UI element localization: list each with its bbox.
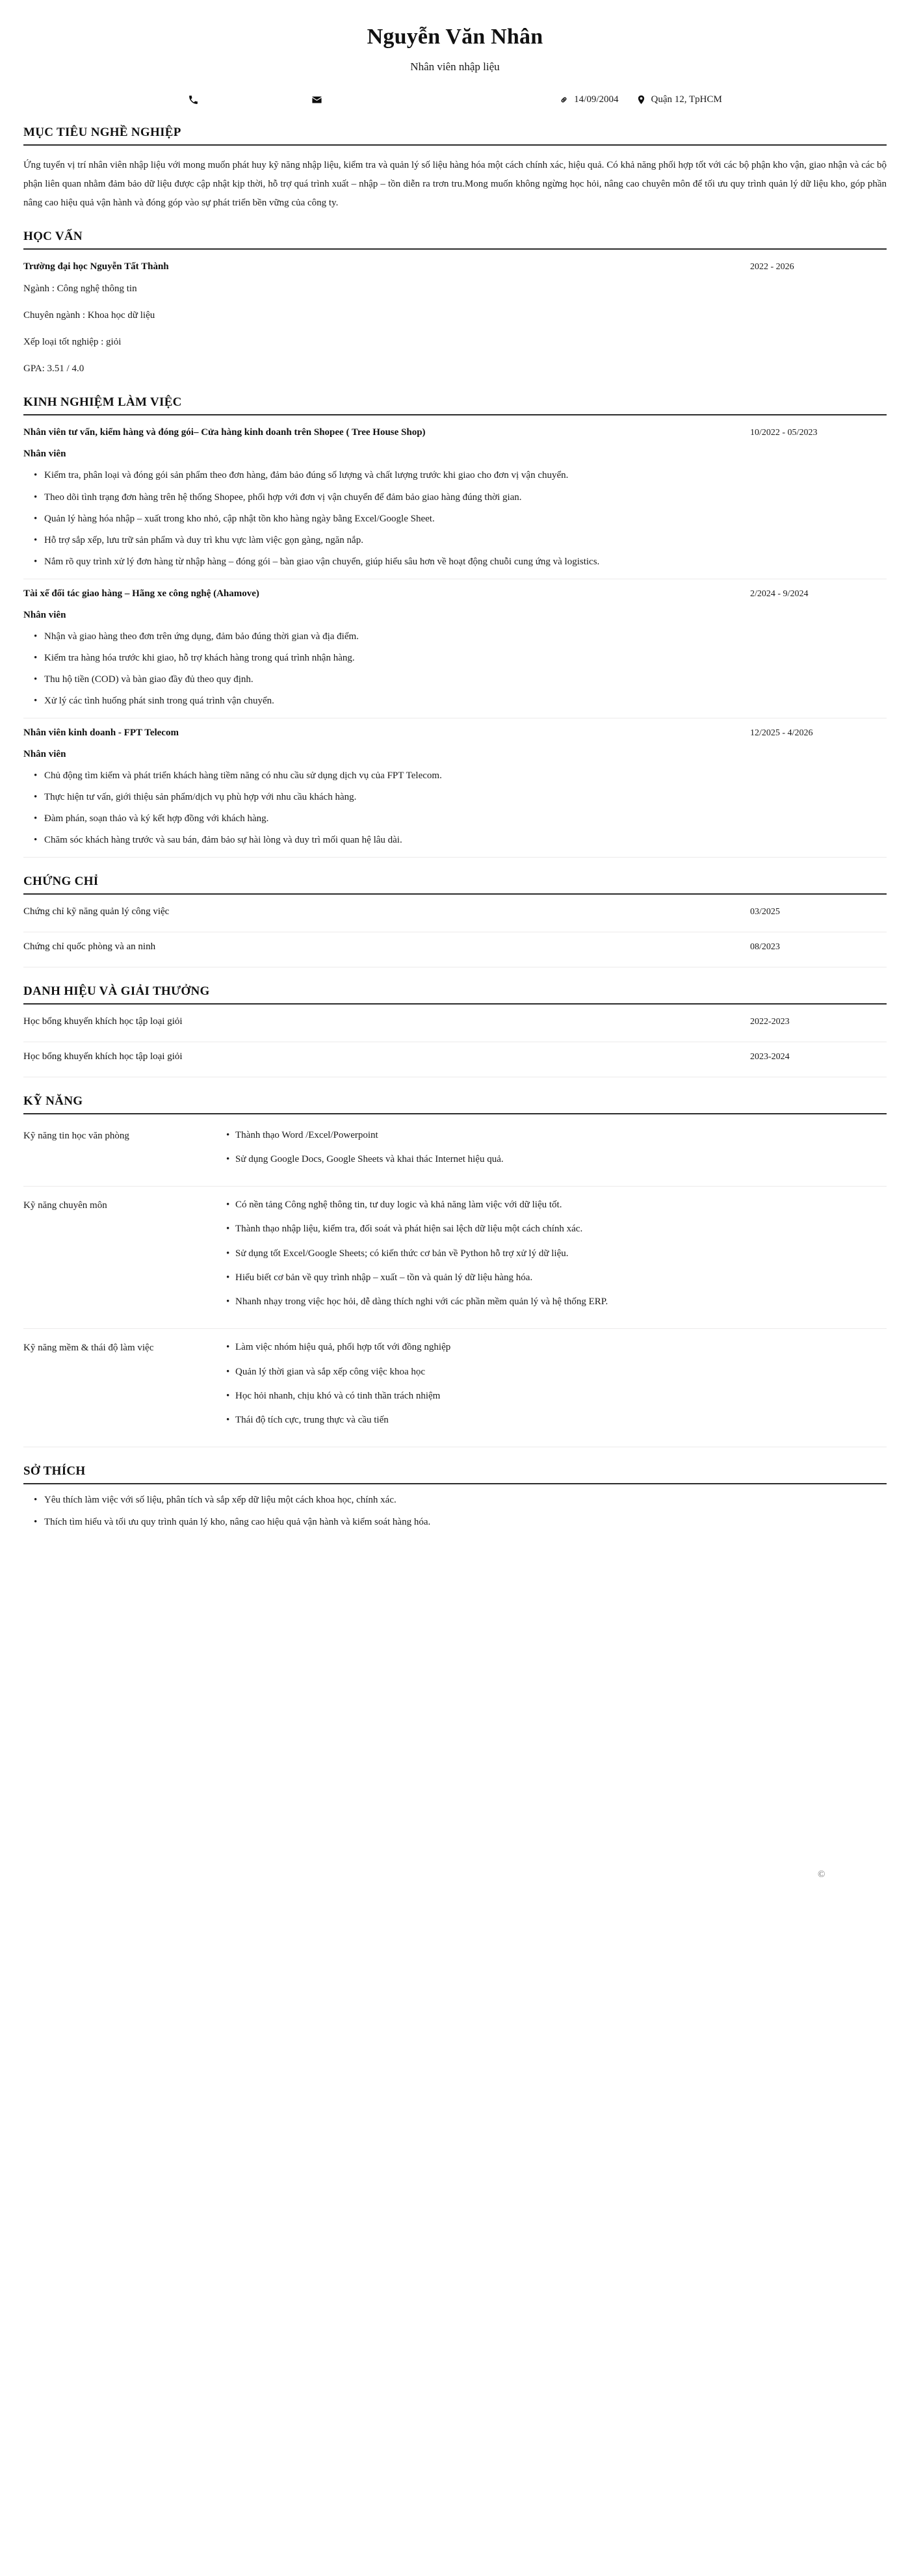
job-title: Nhân viên kinh doanh - FPT Telecom (23, 727, 179, 738)
contact-dob[interactable] (558, 94, 618, 105)
skill-bullet: • Học hỏi nhanh, chịu khó và có tinh thần trách nhiệm (226, 1387, 887, 1406)
certificate-name: Chứng chỉ kỹ năng quản lý công việc (23, 906, 170, 917)
education-entry (23, 252, 887, 378)
section-title-education: HỌC VẤN (23, 230, 83, 244)
resume-header (23, 16, 887, 109)
skill-group-label: Kỹ năng mềm & thái độ làm việc (23, 1343, 154, 1354)
skill-group-items (226, 1338, 887, 1435)
education-gpa: GPA: 3.51 / 4.0 (23, 363, 84, 374)
job-bullet: • Nhận và giao hàng theo đơn trên ứng dụng, đảm bảo đúng thời gian và địa điểm. (34, 627, 887, 646)
skill-bullet: • Hiểu biết cơ bản về quy trình nhập – xuất – tồn và quản lý dữ liệu hàng hóa. (226, 1268, 887, 1287)
section-title-experience: KINH NGHIỆM LÀM VIỆC (23, 395, 182, 410)
job-role: Nhân viên (23, 609, 66, 620)
job-bullet: • Chủ động tìm kiếm và phát triển khách hàng tiềm năng có nhu cầu sử dụng dịch vụ của FPT Telecom. (34, 767, 887, 785)
skill-group-label: Kỹ năng chuyên môn (23, 1200, 107, 1211)
job-bullet: • Kiểm tra hàng hóa trước khi giao, hỗ trợ khách hàng trong quá trình nhận hàng. (34, 649, 887, 668)
job-role: Nhân viên (23, 449, 66, 460)
award-date: 2023-2024 (750, 1051, 790, 1062)
job-bullet: • Nắm rõ quy trình xử lý đơn hàng từ nhập hàng – đóng gói – bàn giao vận chuyển, giúp hiểu sâu hơn về hoạt động chuỗi cung ứng và logistics. (34, 553, 887, 572)
experience-entry (23, 718, 887, 858)
phone-icon (188, 94, 199, 105)
skill-bullet: • Sử dụng tốt Excel/Google Sheets; có kiến thức cơ bản về Python hỗ trợ xử lý dữ liệu. (226, 1244, 887, 1263)
contact-dob-value: 14/09/2004 (574, 94, 619, 105)
job-title: Tài xế đối tác giao hàng – Hãng xe công nghệ (Ahamove) (23, 588, 259, 599)
skill-group-items (226, 1126, 887, 1175)
certificate-name: Chứng chỉ quốc phòng và an ninh (23, 941, 156, 952)
section-certificates (23, 874, 887, 967)
section-rule (23, 893, 887, 895)
section-skills (23, 1094, 887, 1448)
job-date: 10/2022 - 05/2023 (750, 428, 818, 438)
section-title-hobbies: SỞ THÍCH (23, 1464, 86, 1479)
experience-entry (23, 418, 887, 579)
objective-text: Ứng tuyển vị trí nhân viên nhập liệu với mong muốn phát huy kỹ năng nhập liệu, kiểm tra và quản lý số liệu hàng hóa một cách chính xác, hiệu quả. Có khả năng phối hợp tốt với các bộ phận kho vận, giao nhận và các bộ phận liên quan nhằm đảm bảo dữ liệu được cập nhật kịp thời, hỗ trợ quá trình xuất – nhập – tồn diễn ra trơn tru.Mong muốn không ngừng học hỏi, nâng cao chuyên môn để tối ưu quy trình quản lý dữ liệu kho, góp phần nâng cao hiệu quả vận hành và đóng góp vào sự phát triển bền vững của công ty. (23, 159, 887, 208)
skill-group-label: Kỹ năng tin học văn phòng (23, 1130, 129, 1141)
job-bullet: • Chăm sóc khách hàng trước và sau bán, đảm bảo sự hài lòng và duy trì mối quan hệ lâu dài. (34, 831, 887, 850)
section-rule (23, 1483, 887, 1484)
skill-bullets (226, 1126, 887, 1170)
skill-bullets (226, 1338, 887, 1430)
section-title-certificates: CHỨNG CHỈ (23, 874, 99, 888)
section-rule (23, 414, 887, 415)
envelope-icon (311, 94, 322, 105)
hobby-bullet: • Yêu thích làm việc với số liệu, phân tích và sắp xếp dữ liệu một cách khoa học, chính xác. (34, 1491, 887, 1510)
candidate-name: Nguyễn Văn Nhân (367, 25, 543, 49)
education-date: 2022 - 2026 (750, 262, 794, 272)
award-name: Học bổng khuyến khích học tập loại giỏi (23, 1051, 183, 1062)
job-date: 12/2025 - 4/2026 (750, 728, 813, 738)
certificate-row (23, 897, 887, 925)
experience-entry (23, 579, 887, 718)
copyright-icon: © (818, 1869, 826, 1880)
certificate-row (23, 932, 887, 960)
job-bullet: • Thực hiện tư vấn, giới thiệu sản phẩm/dịch vụ phù hợp với nhu cầu khách hàng. (34, 788, 887, 807)
skill-bullet: • Sử dụng Google Docs, Google Sheets và khai thác Internet hiệu quả. (226, 1150, 887, 1169)
job-bullet: • Quản lý hàng hóa nhập – xuất trong kho nhỏ, cập nhật tồn kho hàng ngày bằng Excel/Google Sheet. (34, 510, 887, 529)
skill-group (23, 1329, 887, 1440)
job-title: Nhân viên tư vấn, kiểm hàng và đóng gói– Cửa hàng kinh doanh trên Shopee ( Tree House Shop) (23, 427, 426, 438)
award-date: 2022-2023 (750, 1016, 790, 1027)
hobby-bullet: • Thích tìm hiểu và tối ưu quy trình quản lý kho, nâng cao hiệu quả vận hành và kiểm soát hàng hóa. (34, 1513, 887, 1532)
job-bullet: • Hỗ trợ sắp xếp, lưu trữ sản phẩm và duy trì khu vực làm việc gọn gàng, ngăn nắp. (34, 531, 887, 550)
section-hobbies (23, 1464, 887, 1532)
skill-bullet: • Thành thạo Word /Excel/Powerpoint (226, 1126, 887, 1145)
job-bullets (23, 466, 887, 572)
job-bullets (23, 627, 887, 711)
section-experience (23, 395, 887, 857)
link-icon (558, 94, 569, 105)
contact-row (23, 92, 887, 109)
contact-location-value: Quận 12, TpHCM (651, 94, 722, 105)
job-bullets (23, 767, 887, 850)
contact-phone[interactable] (188, 94, 311, 105)
map-pin-icon (636, 94, 647, 105)
education-specialization: Chuyên ngành : Khoa học dữ liệu (23, 310, 155, 321)
skill-bullet: • Nhanh nhạy trong việc học hỏi, dễ dàng thích nghi với các phần mềm quản lý và hệ thống ERP. (226, 1293, 887, 1311)
award-row (23, 1007, 887, 1035)
section-rule (23, 1003, 887, 1005)
skill-bullet: • Có nền tảng Công nghệ thông tin, tư duy logic và khả năng làm việc với dữ liệu tốt. (226, 1196, 887, 1215)
skill-group (23, 1117, 887, 1180)
entry-divider (23, 857, 887, 858)
certificate-date: 08/2023 (750, 941, 780, 952)
experience-entry-head (23, 588, 887, 599)
section-rule (23, 248, 887, 250)
experience-entry-head (23, 728, 887, 739)
skill-bullets (226, 1196, 887, 1311)
section-objective (23, 125, 887, 213)
contact-email[interactable] (311, 94, 558, 105)
section-title-objective: MỤC TIÊU NGHỀ NGHIỆP (23, 125, 181, 139)
section-education (23, 230, 887, 378)
skill-group (23, 1187, 887, 1322)
education-classification: Xếp loại tốt nghiệp : giỏi (23, 336, 122, 347)
hobby-bullets (23, 1491, 887, 1532)
certificate-date: 03/2025 (750, 906, 780, 917)
job-bullet: • Đàm phán, soạn thảo và ký kết hợp đồng với khách hàng. (34, 809, 887, 828)
job-role: Nhân viên (23, 748, 66, 759)
section-awards (23, 984, 887, 1077)
award-name: Học bổng khuyến khích học tập loại giỏi (23, 1016, 183, 1027)
skill-bullet: • Thành thạo nhập liệu, kiểm tra, đối soát và phát hiện sai lệch dữ liệu một cách chính xác. (226, 1220, 887, 1239)
section-rule (23, 1113, 887, 1114)
award-row (23, 1042, 887, 1070)
experience-entry-head (23, 427, 887, 438)
skill-bullet: • Làm việc nhóm hiệu quả, phối hợp tốt với đồng nghiệp (226, 1338, 887, 1357)
education-major: Ngành : Công nghệ thông tin (23, 283, 137, 295)
contact-location[interactable] (636, 94, 722, 105)
section-title-skills: KỸ NĂNG (23, 1094, 83, 1108)
skill-group-items (226, 1196, 887, 1317)
job-bullet: • Xử lý các tình huống phát sinh trong quá trình vận chuyển. (34, 692, 887, 711)
candidate-role: Nhân viên nhập liệu (410, 60, 500, 73)
job-bullet: • Kiểm tra, phân loại và đóng gói sản phẩm theo đơn hàng, đảm bảo đúng số lượng và chất lượng trước khi giao cho đơn vị vận chuyển. (34, 466, 887, 485)
job-bullet: • Thu hộ tiền (COD) và bàn giao đầy đủ theo quy định. (34, 670, 887, 689)
job-bullet: • Theo dõi tình trạng đơn hàng trên hệ thống Shopee, phối hợp với đơn vị vận chuyển để đảm bảo giao hàng đúng thời gian. (34, 488, 887, 507)
job-date: 2/2024 - 9/2024 (750, 588, 809, 599)
education-entry-head (23, 261, 887, 272)
section-title-awards: DANH HIỆU VÀ GIẢI THƯỞNG (23, 984, 210, 998)
skill-bullet: • Thái độ tích cực, trung thực và cầu tiến (226, 1411, 887, 1430)
skill-bullet: • Quản lý thời gian và sắp xếp công việc khoa học (226, 1363, 887, 1382)
education-school: Trường đại học Nguyễn Tất Thành (23, 261, 169, 272)
section-rule (23, 144, 887, 146)
